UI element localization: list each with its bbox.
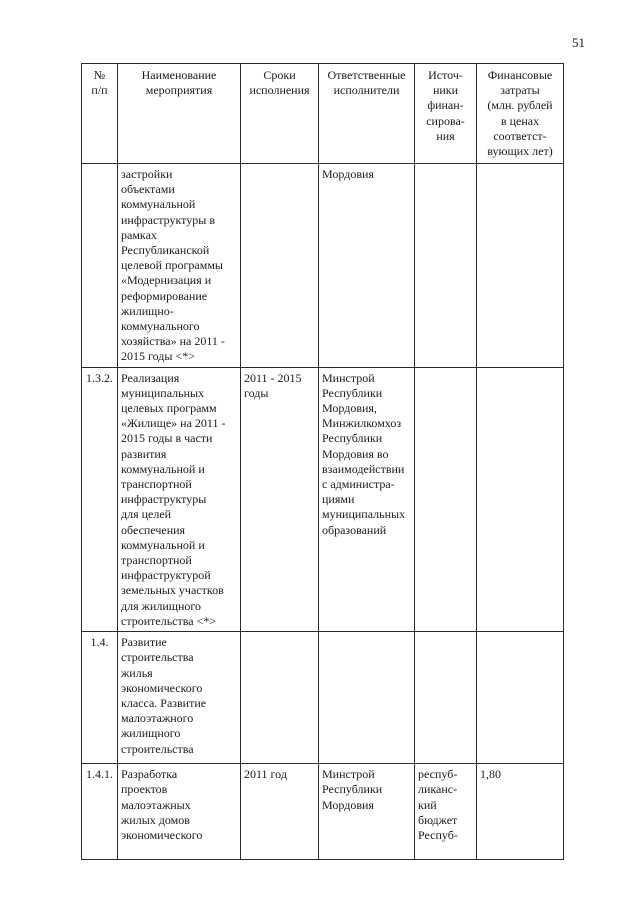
table-row [82,367,564,631]
measures-table [81,63,564,860]
cell-cost [477,367,564,631]
cell-cost: 1,80 [477,764,564,860]
cell-term [241,632,319,764]
cell-number: 1.3.2. [82,367,118,631]
cell-responsible: Минстрой Республики Мордовия [319,764,415,860]
page-number: 51 [572,35,585,50]
header-cost: Финансовые затраты (млн. рублей в ценах соответст- вующих лет) [477,64,564,164]
header-source: Источ- ники финан- сирова- ния [415,64,477,164]
header-name: Наименование мероприятия [118,64,241,164]
cell-cost [477,164,564,368]
cell-number [82,164,118,368]
cell-term: 2011 год [241,764,319,860]
cell-name: Разработка проектов малоэтажных жилых домов экономического [118,764,241,860]
cell-number: 1.4.1. [82,764,118,860]
cell-responsible: Минстрой Республики Мордовия, Минжилкомхоз Республики Мордовия во взаимодействии с администра- циями муниципальных образований [319,367,415,631]
header-number: № п/п [82,64,118,164]
table-header-row [82,64,564,164]
table-row [82,764,564,860]
cell-source [415,367,477,631]
cell-source [415,164,477,368]
table-row [82,632,564,764]
cell-name: Реализация муниципальных целевых программ «Жилище» на 2011 - 2015 годы в части развития коммунальной и транспортной инфраструктуры для целей обеспечения коммунальной и транспортной инфраструктурой земельных участков для жилищного строительства <*> [118,367,241,631]
cell-term: 2011 - 2015 годы [241,367,319,631]
table-row [82,164,564,368]
cell-number: 1.4. [82,632,118,764]
header-term: Сроки исполнения [241,64,319,164]
cell-name: застройки объектами коммунальной инфраструктуры в рамках Республиканской целевой программы «Модернизация и реформирование жилищно- коммунального хозяйства» на 2011 - 2015 годы <*> [118,164,241,368]
cell-responsible [319,632,415,764]
cell-responsible: Мордовия [319,164,415,368]
header-responsible: Ответственные исполнители [319,64,415,164]
cell-term [241,164,319,368]
cell-name: Развитие строительства жилья экономического класса. Развитие малоэтажного жилищного строительства [118,632,241,764]
cell-source [415,632,477,764]
cell-source: респуб- ликанс- кий бюджет Респуб- [415,764,477,860]
cell-cost [477,632,564,764]
